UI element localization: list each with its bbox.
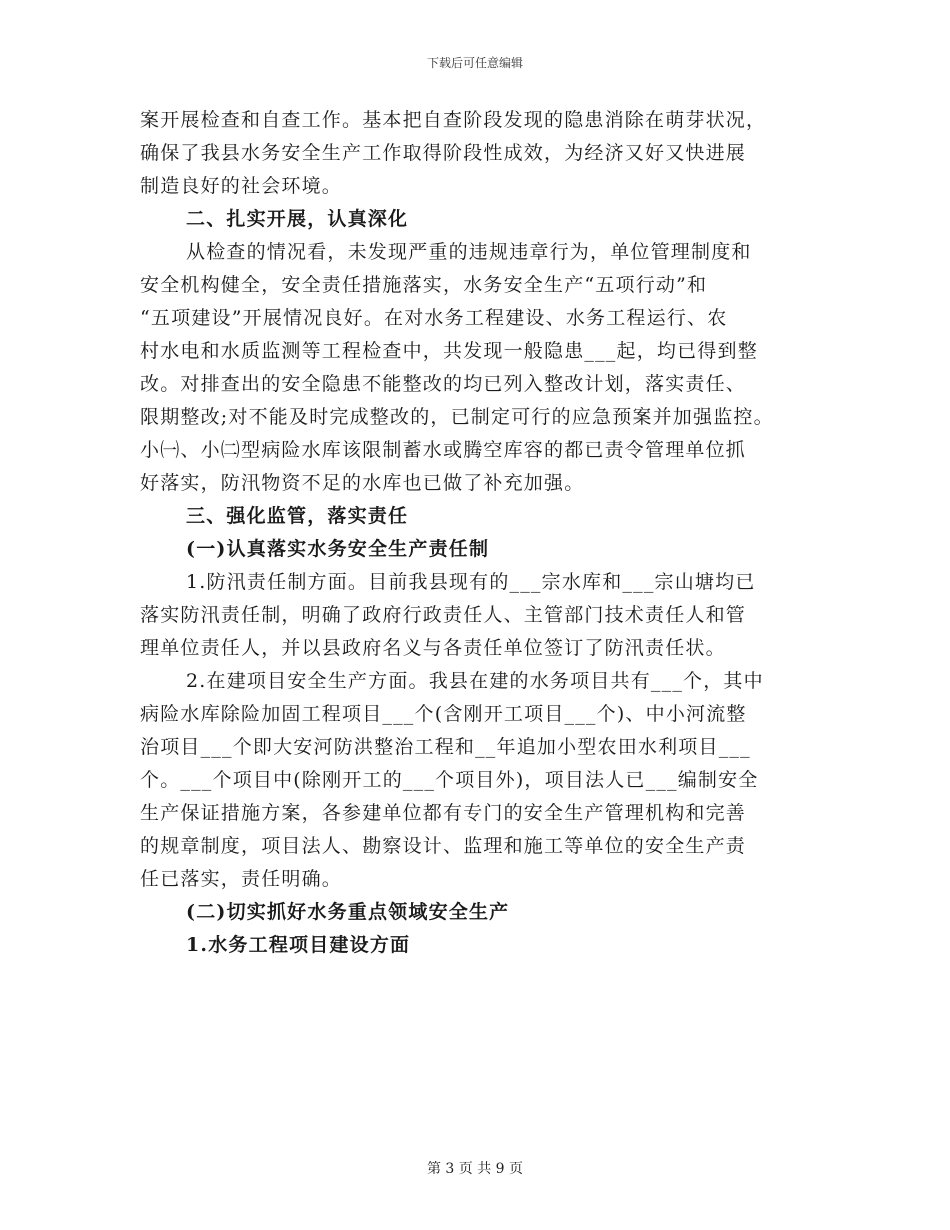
item-heading-1: 1.水务工程项目建设方面: [186, 934, 411, 956]
page-header-note: 下载后可任意编辑: [426, 56, 523, 70]
paragraph-line: “五项建设”开展情况良好。在对水务工程建设、水务工程运行、农: [140, 307, 728, 329]
paragraph-line: 任已落实，责任明确。: [140, 868, 343, 890]
paragraph-line: 制造良好的社会环境。: [140, 175, 343, 197]
paragraph-line: 确保了我县水务安全生产工作取得阶段性成效，为经济又好又快进展: [140, 142, 747, 164]
section-heading-3: 三、强化监管，落实责任: [186, 505, 409, 527]
paragraph-line: 治项目___个即大安河防洪整治工程和__年追加小型农田水利项目___: [140, 736, 751, 758]
paragraph-line: 理单位责任人，并以县政府名义与各责任单位签订了防汛责任状。: [140, 637, 726, 659]
paragraph-line: 1.防汛责任制方面。目前我县现有的___宗水库和___宗山塘均已: [186, 571, 756, 593]
paragraph-line: 好落实，防汛物资不足的水库也已做了补充加强。: [140, 472, 585, 494]
paragraph-line: 从检查的情况看，未发现严重的违规违章行为，单位管理制度和: [186, 241, 752, 263]
paragraph-line: 案开展检查和自查工作。基本把自查阶段发现的隐患消除在萌芽状况，: [140, 109, 767, 131]
section-heading-2: 二、扎实开展，认真深化: [186, 208, 409, 230]
paragraph-line: 2.在建项目安全生产方面。我县在建的水务项目共有___个，其中: [186, 670, 764, 692]
paragraph-line: 的规章制度，项目法人、勘察设计、监理和施工等单位的安全生产责: [140, 835, 747, 857]
paragraph-line: 限期整改;对不能及时完成整改的，已制定可行的应急预案并加强监控。: [140, 406, 774, 428]
paragraph-line: 落实防汛责任制，明确了政府行政责任人、主管部门技术责任人和管: [140, 604, 747, 626]
paragraph-line: 个。___个项目中(除刚开工的___个项目外)，项目法人已___编制安全: [140, 769, 759, 791]
subsection-heading-1: (一)认真落实水务安全生产责任制: [186, 538, 490, 560]
paragraph-line: 小㈠、小㈡型病险水库该限制蓄水或腾空库容的都已责令管理单位抓: [140, 439, 747, 461]
paragraph-line: 病险水库除险加固工程项目___个(含刚开工项目___个)、中小河流整: [140, 703, 747, 725]
paragraph-line: 安全机构健全，安全责任措施落实，水务安全生产“五项行动”和: [140, 274, 708, 296]
paragraph-line: 改。对排查出的安全隐患不能整改的均已列入整改计划，落实责任、: [140, 373, 747, 395]
page-number: 第 3 页 共 9 页: [426, 1161, 524, 1177]
subsection-heading-2: (二)切实抓好水务重点领域安全生产: [186, 901, 510, 923]
document-body: [140, 104, 830, 962]
paragraph-line: 村水电和水质监测等工程检查中，共发现一般隐患___起，均已得到整: [140, 340, 758, 362]
paragraph-line: 生产保证措施方案，各参建单位都有专门的安全生产管理机构和完善: [140, 802, 747, 824]
